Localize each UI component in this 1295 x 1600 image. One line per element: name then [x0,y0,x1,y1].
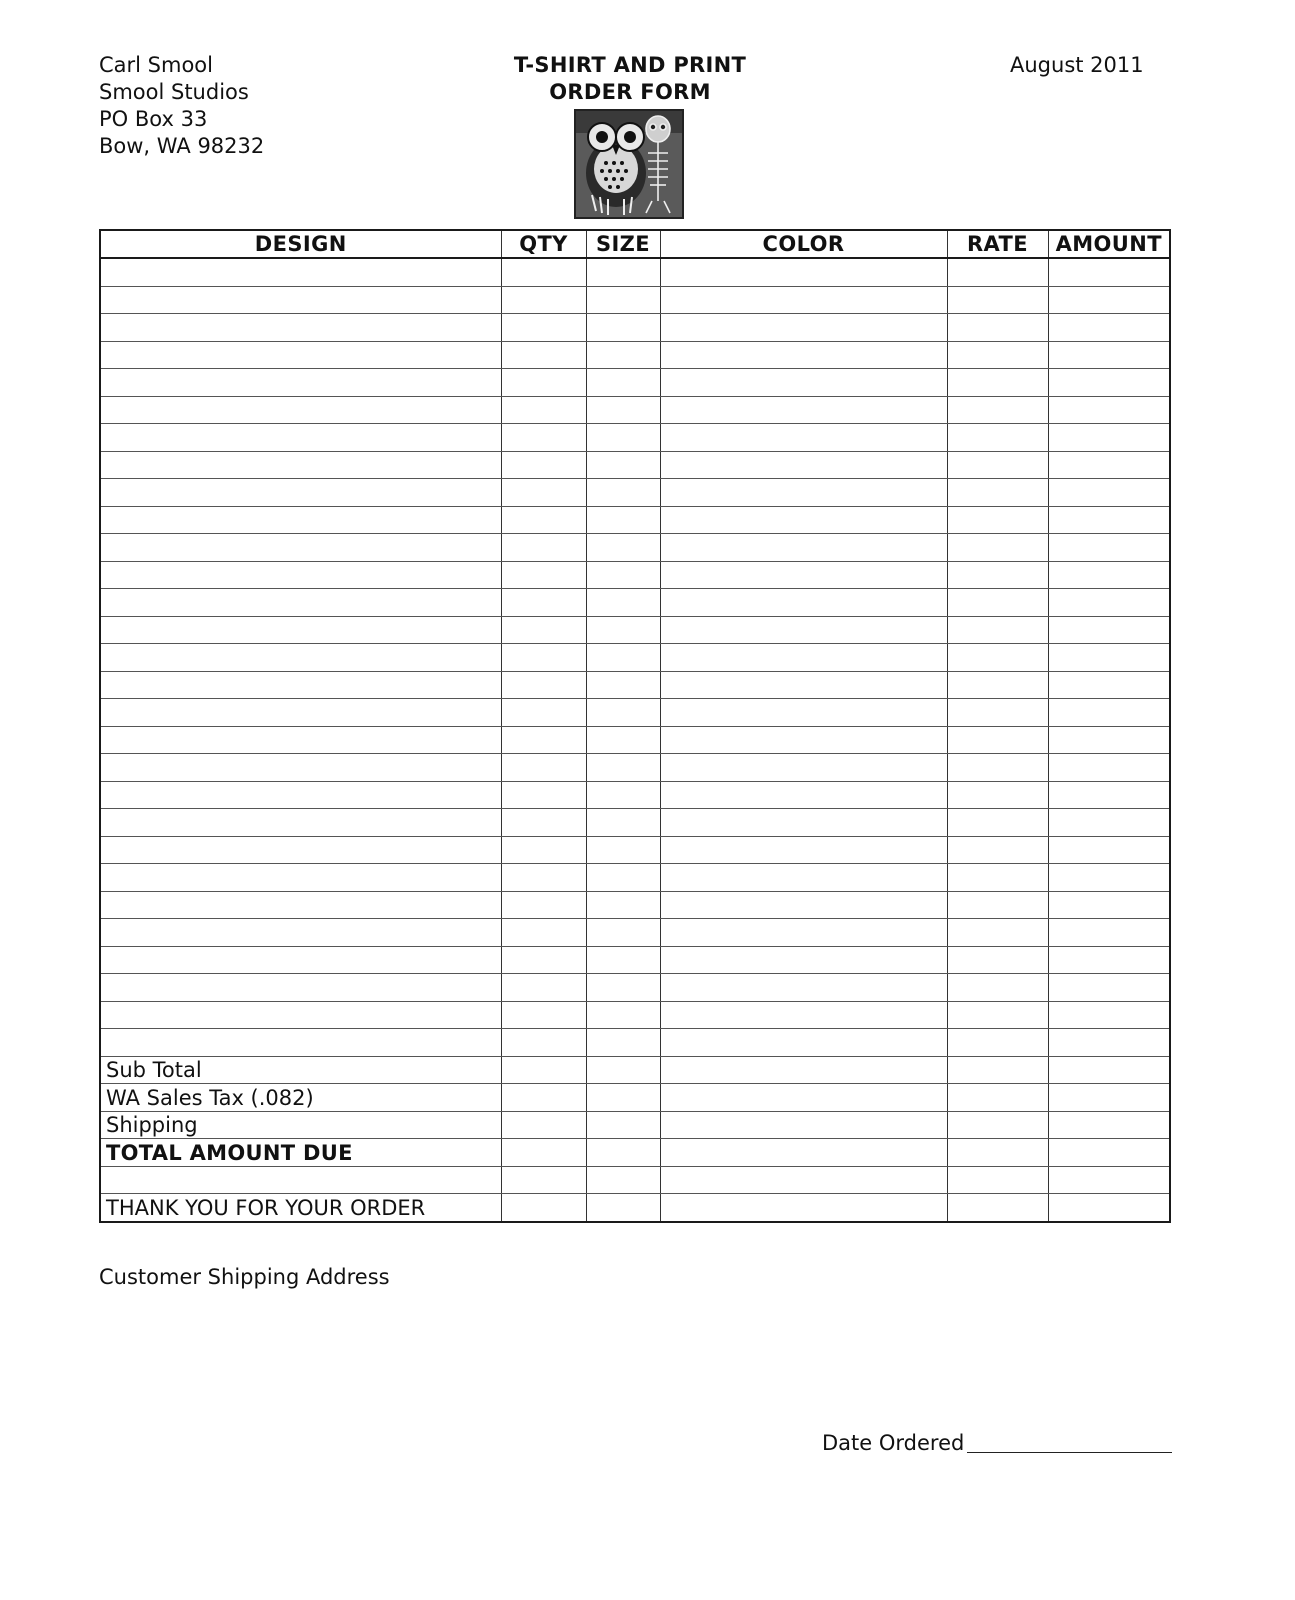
cell-rate[interactable] [947,1056,1048,1084]
table-row [100,396,1170,424]
cell-qty[interactable] [501,534,586,562]
cell-design[interactable] [100,864,501,892]
cell-design[interactable] [100,314,501,342]
cell-color[interactable] [660,671,947,699]
cell-size[interactable] [586,809,660,837]
cell-qty[interactable] [501,314,586,342]
cell-size[interactable] [586,644,660,672]
cell-size[interactable] [586,836,660,864]
sender-city-state-zip: Bow, WA 98232 [99,134,265,158]
cell-rate[interactable] [947,1194,1048,1222]
cell-color[interactable] [660,754,947,782]
cell-rate[interactable] [947,644,1048,672]
cell-amount[interactable] [1048,891,1170,919]
cell-rate[interactable] [947,589,1048,617]
cell-amount[interactable] [1048,396,1170,424]
cell-size[interactable] [586,754,660,782]
cell-qty[interactable] [501,1166,586,1194]
cell-qty[interactable] [501,864,586,892]
cell-amount[interactable] [1048,616,1170,644]
cell-amount[interactable] [1048,451,1170,479]
cell-size[interactable] [586,1084,660,1112]
cell-rate[interactable] [947,286,1048,314]
cell-size[interactable] [586,258,660,286]
column-header-qty: QTY [501,230,586,258]
cell-rate[interactable] [947,341,1048,369]
cell-qty[interactable] [501,341,586,369]
cell-color[interactable] [660,341,947,369]
cell-design[interactable] [100,286,501,314]
table-row [100,286,1170,314]
cell-amount[interactable] [1048,946,1170,974]
table-row [100,369,1170,397]
cell-size[interactable] [586,424,660,452]
cell-rate[interactable] [947,809,1048,837]
cell-size[interactable] [586,561,660,589]
cell-design: Sub Total [100,1056,501,1084]
cell-color[interactable] [660,424,947,452]
cell-color[interactable] [660,1084,947,1112]
table-row [100,919,1170,947]
cell-qty[interactable] [501,891,586,919]
cell-design[interactable] [100,699,501,727]
cell-amount[interactable] [1048,726,1170,754]
cell-amount[interactable] [1048,1001,1170,1029]
cell-color[interactable] [660,1001,947,1029]
cell-design[interactable] [100,726,501,754]
cell-rate[interactable] [947,506,1048,534]
cell-rate[interactable] [947,561,1048,589]
table-row [100,1001,1170,1029]
form-date: August 2011 [1010,53,1144,77]
cell-color[interactable] [660,864,947,892]
cell-rate[interactable] [947,919,1048,947]
table-row [100,699,1170,727]
table-row [100,341,1170,369]
cell-design[interactable] [100,451,501,479]
cell-qty[interactable] [501,946,586,974]
cell-qty[interactable] [501,561,586,589]
cell-amount[interactable] [1048,1056,1170,1084]
table-row [100,258,1170,286]
cell-amount[interactable] [1048,561,1170,589]
cell-qty[interactable] [501,258,586,286]
cell-qty[interactable] [501,1111,586,1139]
table-row [100,314,1170,342]
cell-rate[interactable] [947,974,1048,1002]
cell-design[interactable] [100,424,501,452]
table-row [100,644,1170,672]
cell-size[interactable] [586,506,660,534]
cell-amount[interactable] [1048,919,1170,947]
cell-amount[interactable] [1048,479,1170,507]
cell-design[interactable] [100,891,501,919]
cell-color[interactable] [660,286,947,314]
cell-size[interactable] [586,396,660,424]
cell-design[interactable] [100,781,501,809]
cell-amount[interactable] [1048,258,1170,286]
cell-amount[interactable] [1048,1139,1170,1167]
cell-size[interactable] [586,974,660,1002]
cell-size[interactable] [586,919,660,947]
cell-design[interactable] [100,1001,501,1029]
cell-design[interactable] [100,479,501,507]
cell-amount[interactable] [1048,369,1170,397]
table-header-row [100,230,1170,258]
cell-color[interactable] [660,616,947,644]
cell-amount[interactable] [1048,644,1170,672]
table-row [100,589,1170,617]
cell-color[interactable] [660,1166,947,1194]
cell-amount[interactable] [1048,589,1170,617]
cell-rate[interactable] [947,369,1048,397]
cell-color[interactable] [660,534,947,562]
cell-size[interactable] [586,1111,660,1139]
cell-color[interactable] [660,396,947,424]
cell-rate[interactable] [947,891,1048,919]
cell-design: TOTAL AMOUNT DUE [100,1139,501,1167]
cell-size[interactable] [586,1139,660,1167]
cell-amount[interactable] [1048,1029,1170,1057]
cell-design[interactable] [100,809,501,837]
cell-color[interactable] [660,1111,947,1139]
cell-amount[interactable] [1048,1166,1170,1194]
cell-amount[interactable] [1048,974,1170,1002]
cell-qty[interactable] [501,1084,586,1112]
cell-size[interactable] [586,946,660,974]
cell-design[interactable] [100,836,501,864]
table-row [100,561,1170,589]
cell-size[interactable] [586,1194,660,1222]
cell-amount[interactable] [1048,864,1170,892]
table-row [100,479,1170,507]
cell-color[interactable] [660,946,947,974]
cell-rate[interactable] [947,1084,1048,1112]
cell-qty[interactable] [501,726,586,754]
summary-row [100,1084,1170,1112]
cell-design[interactable] [100,589,501,617]
table-row [100,836,1170,864]
cell-size[interactable] [586,451,660,479]
cell-design[interactable] [100,341,501,369]
cell-qty[interactable] [501,286,586,314]
cell-qty[interactable] [501,836,586,864]
cell-rate[interactable] [947,1111,1048,1139]
cell-qty[interactable] [501,616,586,644]
cell-rate[interactable] [947,1001,1048,1029]
table-row [100,451,1170,479]
cell-amount[interactable] [1048,1084,1170,1112]
column-header-rate: RATE [947,230,1048,258]
cell-size[interactable] [586,1001,660,1029]
cell-qty[interactable] [501,506,586,534]
cell-color[interactable] [660,589,947,617]
column-header-amount: AMOUNT [1048,230,1170,258]
cell-qty[interactable] [501,1194,586,1222]
cell-size[interactable] [586,671,660,699]
form-title-line-1: T-SHIRT AND PRINT [513,53,747,77]
cell-rate[interactable] [947,616,1048,644]
table-row [100,534,1170,562]
cell-amount[interactable] [1048,671,1170,699]
form-title-line-2: ORDER FORM [549,80,711,104]
cell-qty[interactable] [501,809,586,837]
cell-amount[interactable] [1048,781,1170,809]
cell-size[interactable] [586,534,660,562]
cell-rate[interactable] [947,864,1048,892]
owl-and-skeleton-woodcut-icon [574,109,684,219]
cell-rate[interactable] [947,451,1048,479]
cell-rate[interactable] [947,754,1048,782]
cell-rate[interactable] [947,314,1048,342]
cell-rate[interactable] [947,699,1048,727]
cell-design[interactable] [100,974,501,1002]
cell-qty[interactable] [501,919,586,947]
cell-size[interactable] [586,616,660,644]
table-row [100,726,1170,754]
cell-design[interactable] [100,671,501,699]
cell-design[interactable] [100,369,501,397]
table-row [100,754,1170,782]
cell-design[interactable] [100,1029,501,1057]
table-row [100,671,1170,699]
cell-design: WA Sales Tax (.082) [100,1084,501,1112]
cell-qty[interactable] [501,671,586,699]
cell-design[interactable] [100,616,501,644]
cell-color[interactable] [660,1194,947,1222]
cell-amount[interactable] [1048,699,1170,727]
cell-qty[interactable] [501,424,586,452]
cell-qty[interactable] [501,974,586,1002]
cell-size[interactable] [586,286,660,314]
cell-color[interactable] [660,369,947,397]
cell-amount[interactable] [1048,534,1170,562]
cell-rate[interactable] [947,671,1048,699]
table-row [100,781,1170,809]
table-row [100,424,1170,452]
cell-design[interactable] [100,534,501,562]
sender-po-box: PO Box 33 [99,107,208,131]
sender-address [99,52,264,160]
cell-rate[interactable] [947,726,1048,754]
order-table-body [100,258,1170,1222]
cell-color[interactable] [660,809,947,837]
cell-qty[interactable] [501,781,586,809]
cell-amount[interactable] [1048,836,1170,864]
cell-qty[interactable] [501,699,586,727]
cell-color[interactable] [660,781,947,809]
sender-company: Smool Studios [99,80,249,104]
table-row [100,864,1170,892]
cell-color[interactable] [660,726,947,754]
cell-color[interactable] [660,561,947,589]
cell-design[interactable] [100,754,501,782]
cell-color[interactable] [660,1139,947,1167]
cell-amount[interactable] [1048,341,1170,369]
cell-size[interactable] [586,1056,660,1084]
cell-design[interactable] [100,946,501,974]
table-row [100,1029,1170,1057]
cell-size[interactable] [586,891,660,919]
table-row [100,946,1170,974]
cell-color[interactable] [660,919,947,947]
cell-size[interactable] [586,1029,660,1057]
date-ordered-label: Date Ordered [822,1431,965,1455]
table-row [100,616,1170,644]
column-header-design: DESIGN [100,230,501,258]
cell-design[interactable] [100,396,501,424]
cell-color[interactable] [660,451,947,479]
cell-amount[interactable] [1048,286,1170,314]
cell-color[interactable] [660,974,947,1002]
cell-rate[interactable] [947,836,1048,864]
cell-size[interactable] [586,1166,660,1194]
cell-color[interactable] [660,479,947,507]
table-row [100,809,1170,837]
sender-name: Carl Smool [99,53,213,77]
column-header-size: SIZE [586,230,660,258]
cell-design: THANK YOU FOR YOUR ORDER [100,1194,501,1222]
cell-design[interactable] [100,561,501,589]
cell-rate[interactable] [947,258,1048,286]
cell-size[interactable] [586,479,660,507]
form-title [460,52,800,106]
cell-qty[interactable] [501,589,586,617]
cell-size[interactable] [586,589,660,617]
cell-color[interactable] [660,314,947,342]
cell-design[interactable] [100,258,501,286]
cell-amount[interactable] [1048,809,1170,837]
cell-design[interactable] [100,644,501,672]
order-table [99,229,1171,1223]
table-row [100,891,1170,919]
cell-qty[interactable] [501,451,586,479]
cell-qty[interactable] [501,479,586,507]
summary-row [100,1139,1170,1167]
table-row [100,1166,1170,1194]
cell-amount[interactable] [1048,1111,1170,1139]
cell-rate[interactable] [947,534,1048,562]
cell-qty[interactable] [501,1001,586,1029]
cell-color[interactable] [660,1056,947,1084]
cell-size[interactable] [586,726,660,754]
cell-qty[interactable] [501,1056,586,1084]
cell-rate[interactable] [947,424,1048,452]
cell-color[interactable] [660,891,947,919]
summary-row [100,1111,1170,1139]
date-ordered-field[interactable] [967,1452,1172,1453]
cell-color[interactable] [660,644,947,672]
table-row [100,974,1170,1002]
cell-amount[interactable] [1048,424,1170,452]
customer-shipping-address-label: Customer Shipping Address [99,1265,390,1289]
cell-rate[interactable] [947,479,1048,507]
cell-size[interactable] [586,781,660,809]
cell-size[interactable] [586,699,660,727]
cell-size[interactable] [586,341,660,369]
cell-qty[interactable] [501,754,586,782]
summary-row [100,1194,1170,1222]
cell-rate[interactable] [947,946,1048,974]
cell-rate[interactable] [947,1029,1048,1057]
cell-color[interactable] [660,836,947,864]
cell-color[interactable] [660,258,947,286]
cell-rate[interactable] [947,1139,1048,1167]
cell-rate[interactable] [947,781,1048,809]
cell-design[interactable] [100,1166,501,1194]
cell-design: Shipping [100,1111,501,1139]
summary-row [100,1056,1170,1084]
cell-rate[interactable] [947,1166,1048,1194]
cell-rate[interactable] [947,396,1048,424]
column-header-color: COLOR [660,230,947,258]
cell-color[interactable] [660,1029,947,1057]
cell-design[interactable] [100,506,501,534]
cell-color[interactable] [660,506,947,534]
cell-color[interactable] [660,699,947,727]
cell-qty[interactable] [501,396,586,424]
cell-amount[interactable] [1048,506,1170,534]
cell-size[interactable] [586,314,660,342]
cell-amount[interactable] [1048,1194,1170,1222]
cell-design[interactable] [100,919,501,947]
cell-qty[interactable] [501,369,586,397]
cell-size[interactable] [586,369,660,397]
cell-qty[interactable] [501,1139,586,1167]
cell-amount[interactable] [1048,754,1170,782]
cell-size[interactable] [586,864,660,892]
table-row [100,506,1170,534]
cell-qty[interactable] [501,1029,586,1057]
cell-amount[interactable] [1048,314,1170,342]
cell-qty[interactable] [501,644,586,672]
